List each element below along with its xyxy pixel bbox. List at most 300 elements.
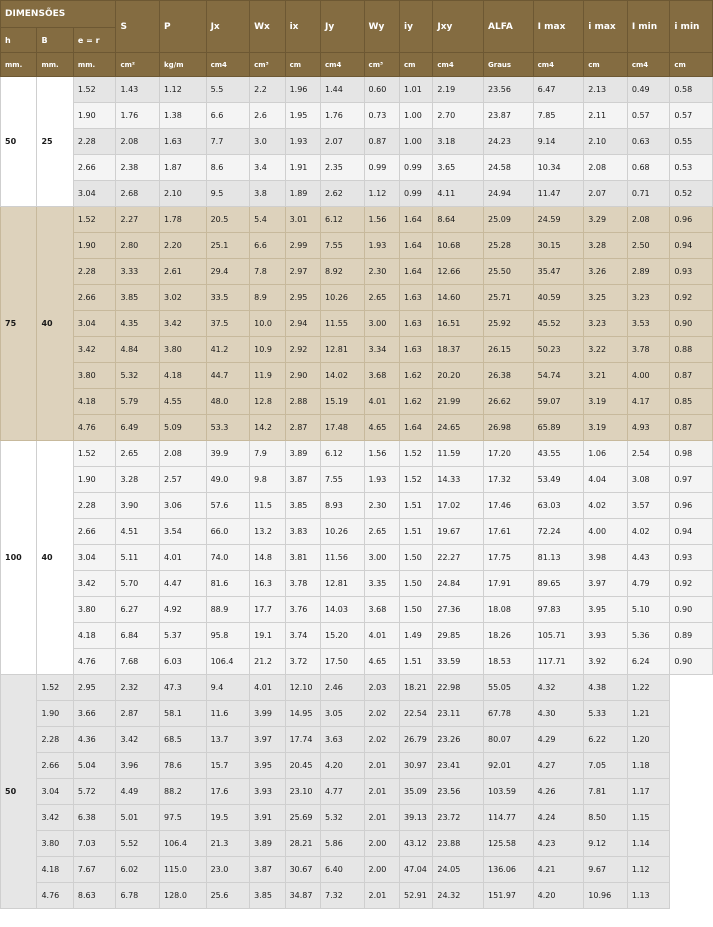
cell-value: 6.78 <box>116 883 160 909</box>
cell-value: 4.23 <box>533 831 584 857</box>
cell-value: 0.90 <box>670 649 713 675</box>
cell-value: 3.8 <box>250 181 285 207</box>
cell-value: 24.32 <box>433 883 484 909</box>
cell-value: 3.42 <box>160 311 207 337</box>
cell-value: 24.65 <box>433 415 484 441</box>
cell-value: 5.79 <box>116 389 160 415</box>
cell-value: 3.42 <box>116 727 160 753</box>
unit-iy: cm <box>399 53 432 77</box>
cell-value: 3.78 <box>285 571 320 597</box>
cell-value: 26.38 <box>484 363 534 389</box>
cell-value: 3.19 <box>584 415 628 441</box>
cell-value: 3.76 <box>285 597 320 623</box>
cell-value: 4.38 <box>584 675 628 701</box>
table-row <box>1 571 713 597</box>
cell-value: 2.30 <box>364 493 399 519</box>
cell-value: 0.71 <box>627 181 670 207</box>
cell-value: 39.13 <box>399 805 432 831</box>
cell-value: 4.04 <box>584 467 628 493</box>
cell-value: 3.91 <box>250 805 285 831</box>
table-header <box>1 1 713 77</box>
cell-value: 25.6 <box>206 883 250 909</box>
cell-value: 4.02 <box>584 493 628 519</box>
cell-value: 3.68 <box>364 363 399 389</box>
cell-value: 6.12 <box>321 441 365 467</box>
cell-value: 23.56 <box>433 779 484 805</box>
cell-value: 65.89 <box>533 415 584 441</box>
cell-thickness: 2.66 <box>37 753 73 779</box>
col-header-jxy: Jxy <box>433 1 484 53</box>
cell-value: 74.0 <box>206 545 250 571</box>
cell-value: 0.96 <box>670 493 713 519</box>
cell-value: 3.87 <box>285 467 320 493</box>
cell-value: 1.52 <box>399 441 432 467</box>
cell-value: 3.89 <box>250 831 285 857</box>
cell-value: 1.93 <box>364 233 399 259</box>
cell-value: 2.20 <box>160 233 207 259</box>
cell-value: 2.65 <box>364 519 399 545</box>
table-row <box>1 441 713 467</box>
cell-value: 3.78 <box>627 337 670 363</box>
table-row <box>1 675 713 701</box>
cell-value: 8.92 <box>321 259 365 285</box>
cell-value: 17.61 <box>484 519 534 545</box>
cell-value: 114.77 <box>484 805 534 831</box>
cell-value: 11.56 <box>321 545 365 571</box>
cell-value: 12.81 <box>321 571 365 597</box>
cell-value: 2.97 <box>285 259 320 285</box>
cell-value: 3.80 <box>160 337 207 363</box>
cell-value: 9.14 <box>533 129 584 155</box>
cell-value: 6.12 <box>321 207 365 233</box>
cell-value: 43.12 <box>399 831 432 857</box>
cell-value: 17.48 <box>321 415 365 441</box>
table-row <box>1 233 713 259</box>
cell-value: 0.99 <box>399 181 432 207</box>
cell-value: 2.80 <box>116 233 160 259</box>
cell-value: 3.93 <box>584 623 628 649</box>
cell-value: 2.68 <box>116 181 160 207</box>
cell-value: 37.5 <box>206 311 250 337</box>
cell-value: 3.22 <box>584 337 628 363</box>
cell-value: 1.51 <box>399 649 432 675</box>
cell-value: 9.12 <box>584 831 628 857</box>
cell-value: 7.32 <box>321 883 365 909</box>
cell-value: 10.68 <box>433 233 484 259</box>
col-header-alfa: ALFA <box>484 1 534 53</box>
cell-value: 11.47 <box>533 181 584 207</box>
cell-value: 22.27 <box>433 545 484 571</box>
cell-value: 0.57 <box>627 103 670 129</box>
cell-value: 50.23 <box>533 337 584 363</box>
cell-value: 9.4 <box>206 675 250 701</box>
table-row <box>1 415 713 441</box>
cell-value: 21.2 <box>250 649 285 675</box>
cell-value: 4.29 <box>533 727 584 753</box>
cell-value: 25.1 <box>206 233 250 259</box>
cell-value: 11.5 <box>250 493 285 519</box>
table-row <box>1 103 713 129</box>
cell-value: 3.85 <box>285 493 320 519</box>
cell-value: 18.21 <box>399 675 432 701</box>
table-row <box>1 155 713 181</box>
cell-value: 3.26 <box>584 259 628 285</box>
cell-value: 47.3 <box>160 675 207 701</box>
cell-value: 59.07 <box>533 389 584 415</box>
cell-thickness: 2.28 <box>73 493 116 519</box>
cell-value: 5.86 <box>321 831 365 857</box>
cell-value: 0.88 <box>670 337 713 363</box>
cell-value: 24.05 <box>433 857 484 883</box>
cell-value: 3.0 <box>250 129 285 155</box>
unit-jxy: cm4 <box>433 53 484 77</box>
cell-value: 1.49 <box>399 623 432 649</box>
cell-value: 19.67 <box>433 519 484 545</box>
cell-value: 0.94 <box>670 233 713 259</box>
cell-value: 3.4 <box>250 155 285 181</box>
table-row <box>1 779 713 805</box>
cell-value: 4.01 <box>364 623 399 649</box>
cell-value: 30.67 <box>285 857 320 883</box>
cell-thickness: 2.66 <box>73 155 116 181</box>
cell-value: 3.29 <box>584 207 628 233</box>
cell-value: 1.78 <box>160 207 207 233</box>
cell-value: 4.20 <box>533 883 584 909</box>
cell-thickness: 1.90 <box>73 233 116 259</box>
unit-imax-radius: cm <box>584 53 628 77</box>
cell-value: 3.00 <box>364 311 399 337</box>
cell-value: 24.84 <box>433 571 484 597</box>
cell-value: 97.83 <box>533 597 584 623</box>
cell-value: 49.0 <box>206 467 250 493</box>
cell-value: 6.40 <box>321 857 365 883</box>
cell-value: 14.33 <box>433 467 484 493</box>
cell-value: 23.26 <box>433 727 484 753</box>
cell-value: 13.2 <box>250 519 285 545</box>
cell-value: 5.32 <box>116 363 160 389</box>
cell-value: 3.95 <box>250 753 285 779</box>
cell-value: 18.37 <box>433 337 484 363</box>
cell-value: 6.24 <box>627 649 670 675</box>
cell-value: 4.43 <box>627 545 670 571</box>
table-row <box>1 545 713 571</box>
cell-value: 5.09 <box>160 415 207 441</box>
cell-thickness: 2.66 <box>73 519 116 545</box>
cell-value: 0.92 <box>670 571 713 597</box>
cell-value: 5.4 <box>250 207 285 233</box>
cell-value: 10.9 <box>250 337 285 363</box>
cell-value: 81.13 <box>533 545 584 571</box>
cell-value: 55.05 <box>484 675 534 701</box>
table-row <box>1 337 713 363</box>
cell-value: 4.01 <box>250 675 285 701</box>
cell-value: 5.72 <box>73 779 116 805</box>
cell-value: 1.63 <box>399 285 432 311</box>
cell-value: 2.6 <box>250 103 285 129</box>
col-header-wy: Wy <box>364 1 399 53</box>
cell-value: 17.75 <box>484 545 534 571</box>
cell-value: 2.08 <box>584 155 628 181</box>
cell-thickness: 4.18 <box>73 389 116 415</box>
cell-value: 1.62 <box>399 363 432 389</box>
cell-value: 1.13 <box>627 883 670 909</box>
cell-value: 3.57 <box>627 493 670 519</box>
cell-value: 2.2 <box>250 77 285 103</box>
cell-b: 40 <box>37 441 73 675</box>
cell-value: 17.6 <box>206 779 250 805</box>
col-header-imax: I max <box>533 1 584 53</box>
cell-value: 3.08 <box>627 467 670 493</box>
cell-value: 21.3 <box>206 831 250 857</box>
cell-value: 23.56 <box>484 77 534 103</box>
cell-value: 3.28 <box>584 233 628 259</box>
cell-b: 25 <box>37 77 73 207</box>
col-header-jx: Jx <box>206 1 250 53</box>
cell-value: 1.87 <box>160 155 207 181</box>
cell-value: 0.93 <box>670 259 713 285</box>
cell-value: 2.11 <box>584 103 628 129</box>
cell-value: 3.85 <box>116 285 160 311</box>
cell-value: 24.23 <box>484 129 534 155</box>
cell-value: 1.12 <box>364 181 399 207</box>
table-row <box>1 519 713 545</box>
cell-value: 4.35 <box>116 311 160 337</box>
table-row <box>1 311 713 337</box>
cell-value: 40.59 <box>533 285 584 311</box>
cell-value: 3.89 <box>285 441 320 467</box>
cell-value: 3.63 <box>321 727 365 753</box>
cell-value: 12.81 <box>321 337 365 363</box>
cell-value: 5.04 <box>73 753 116 779</box>
cell-value: 3.23 <box>627 285 670 311</box>
cell-value: 0.53 <box>670 155 713 181</box>
cell-value: 4.47 <box>160 571 207 597</box>
cell-value: 3.92 <box>584 649 628 675</box>
cell-value: 2.62 <box>321 181 365 207</box>
table-row <box>1 207 713 233</box>
cell-value: 0.73 <box>364 103 399 129</box>
cell-thickness: 3.80 <box>37 831 73 857</box>
cell-value: 0.96 <box>670 207 713 233</box>
col-header-imax-radius: i max <box>584 1 628 53</box>
table-row <box>1 597 713 623</box>
group-75x40 <box>1 207 713 441</box>
cell-thickness: 3.04 <box>73 545 116 571</box>
unit-b: mm. <box>37 53 73 77</box>
cell-value: 3.68 <box>364 597 399 623</box>
cell-value: 2.07 <box>321 129 365 155</box>
cell-h: 75 <box>1 207 37 441</box>
cell-thickness: 4.18 <box>37 857 73 883</box>
cell-value: 2.02 <box>364 701 399 727</box>
cell-value: 24.59 <box>533 207 584 233</box>
cell-value: 2.65 <box>364 285 399 311</box>
cell-value: 11.9 <box>250 363 285 389</box>
cell-value: 20.5 <box>206 207 250 233</box>
cell-value: 2.01 <box>364 805 399 831</box>
cell-value: 3.34 <box>364 337 399 363</box>
cell-value: 0.87 <box>670 363 713 389</box>
cell-value: 1.50 <box>399 597 432 623</box>
cell-value: 43.55 <box>533 441 584 467</box>
cell-value: 151.97 <box>484 883 534 909</box>
cell-value: 44.7 <box>206 363 250 389</box>
table-row <box>1 285 713 311</box>
table-row <box>1 77 713 103</box>
cell-value: 25.92 <box>484 311 534 337</box>
cell-value: 3.35 <box>364 571 399 597</box>
cell-value: 1.89 <box>285 181 320 207</box>
dimensoes-header: DIMENSÕES <box>1 1 116 28</box>
cell-value: 7.7 <box>206 129 250 155</box>
cell-value: 0.90 <box>670 597 713 623</box>
cell-value: 2.27 <box>116 207 160 233</box>
cell-value: 23.10 <box>285 779 320 805</box>
table-row <box>1 467 713 493</box>
cell-value: 16.3 <box>250 571 285 597</box>
col-header-s: S <box>116 1 160 53</box>
cell-value: 103.59 <box>484 779 534 805</box>
cell-value: 23.87 <box>484 103 534 129</box>
cell-value: 5.10 <box>627 597 670 623</box>
cell-thickness: 2.28 <box>73 259 116 285</box>
cell-value: 13.7 <box>206 727 250 753</box>
cell-value: 6.03 <box>160 649 207 675</box>
cell-thickness: 3.42 <box>73 337 116 363</box>
cell-value: 26.79 <box>399 727 432 753</box>
cell-value: 12.66 <box>433 259 484 285</box>
cell-value: 5.70 <box>116 571 160 597</box>
cell-value: 3.00 <box>364 545 399 571</box>
cell-value: 52.91 <box>399 883 432 909</box>
cell-value: 6.6 <box>250 233 285 259</box>
cell-value: 4.11 <box>433 181 484 207</box>
cell-value: 1.91 <box>285 155 320 181</box>
cell-value: 2.99 <box>285 233 320 259</box>
cell-value: 2.57 <box>160 467 207 493</box>
cell-value: 1.56 <box>364 207 399 233</box>
unit-ix: cm <box>285 53 320 77</box>
cell-h: 50 <box>1 77 37 207</box>
unit-imin: cm4 <box>627 53 670 77</box>
cell-value: 0.97 <box>670 467 713 493</box>
cell-value: 5.37 <box>160 623 207 649</box>
cell-value: 0.60 <box>364 77 399 103</box>
cell-thickness: 3.04 <box>37 779 73 805</box>
cell-value: 35.47 <box>533 259 584 285</box>
cell-value: 3.72 <box>285 649 320 675</box>
cell-value: 7.8 <box>250 259 285 285</box>
cell-value: 39.9 <box>206 441 250 467</box>
cell-value: 30.15 <box>533 233 584 259</box>
cell-value: 1.00 <box>399 103 432 129</box>
col-header-ix: ix <box>285 1 320 53</box>
cell-value: 2.13 <box>584 77 628 103</box>
cell-value: 2.01 <box>364 883 399 909</box>
cell-thickness: 3.42 <box>37 805 73 831</box>
cell-value: 3.53 <box>627 311 670 337</box>
cell-value: 5.33 <box>584 701 628 727</box>
cell-value: 1.51 <box>399 519 432 545</box>
cell-value: 128.0 <box>160 883 207 909</box>
cell-value: 63.03 <box>533 493 584 519</box>
cell-value: 8.6 <box>206 155 250 181</box>
cell-value: 25.69 <box>285 805 320 831</box>
cell-value: 1.38 <box>160 103 207 129</box>
cell-value: 2.02 <box>364 727 399 753</box>
cell-value: 7.9 <box>250 441 285 467</box>
cell-value: 2.10 <box>160 181 207 207</box>
cell-value: 4.00 <box>627 363 670 389</box>
col-header-b: B <box>37 28 73 53</box>
cell-value: 14.02 <box>321 363 365 389</box>
cell-value: 7.68 <box>116 649 160 675</box>
unit-h: mm. <box>1 53 37 77</box>
cell-value: 34.87 <box>285 883 320 909</box>
cell-value: 2.95 <box>285 285 320 311</box>
cell-value: 4.49 <box>116 779 160 805</box>
cell-value: 0.87 <box>670 415 713 441</box>
cell-thickness: 2.28 <box>73 129 116 155</box>
cell-value: 1.06 <box>584 441 628 467</box>
cell-value: 3.90 <box>116 493 160 519</box>
cell-value: 1.50 <box>399 571 432 597</box>
cell-value: 23.88 <box>433 831 484 857</box>
cell-value: 4.30 <box>533 701 584 727</box>
cell-value: 2.70 <box>433 103 484 129</box>
cell-value: 2.90 <box>285 363 320 389</box>
cell-value: 2.01 <box>364 779 399 805</box>
cell-value: 9.5 <box>206 181 250 207</box>
cell-value: 1.00 <box>399 129 432 155</box>
cell-value: 18.26 <box>484 623 534 649</box>
cell-value: 1.96 <box>285 77 320 103</box>
table-row <box>1 649 713 675</box>
cell-value: 0.63 <box>627 129 670 155</box>
table-row <box>1 129 713 155</box>
cell-value: 1.22 <box>627 675 670 701</box>
cell-value: 8.9 <box>250 285 285 311</box>
cell-value: 2.87 <box>116 701 160 727</box>
cell-value: 4.26 <box>533 779 584 805</box>
cell-value: 2.00 <box>364 831 399 857</box>
cell-value: 8.50 <box>584 805 628 831</box>
unit-alfa: Graus <box>484 53 534 77</box>
cell-thickness: 3.04 <box>73 311 116 337</box>
cell-value: 23.0 <box>206 857 250 883</box>
cell-value: 1.76 <box>116 103 160 129</box>
cell-value: 1.15 <box>627 805 670 831</box>
cell-thickness: 3.80 <box>73 363 116 389</box>
unit-jy: cm4 <box>321 53 365 77</box>
cell-value: 33.59 <box>433 649 484 675</box>
cell-value: 2.46 <box>321 675 365 701</box>
group-100x50 <box>1 675 713 909</box>
table-row <box>1 623 713 649</box>
cell-value: 3.28 <box>116 467 160 493</box>
cell-value: 4.79 <box>627 571 670 597</box>
cell-thickness: 4.76 <box>73 649 116 675</box>
cell-value: 3.98 <box>584 545 628 571</box>
cell-value: 4.00 <box>584 519 628 545</box>
cell-value: 72.24 <box>533 519 584 545</box>
cell-value: 3.74 <box>285 623 320 649</box>
cell-value: 6.38 <box>73 805 116 831</box>
cell-value: 22.98 <box>433 675 484 701</box>
cell-value: 58.1 <box>160 701 207 727</box>
cell-value: 48.0 <box>206 389 250 415</box>
cell-value: 2.95 <box>73 675 116 701</box>
